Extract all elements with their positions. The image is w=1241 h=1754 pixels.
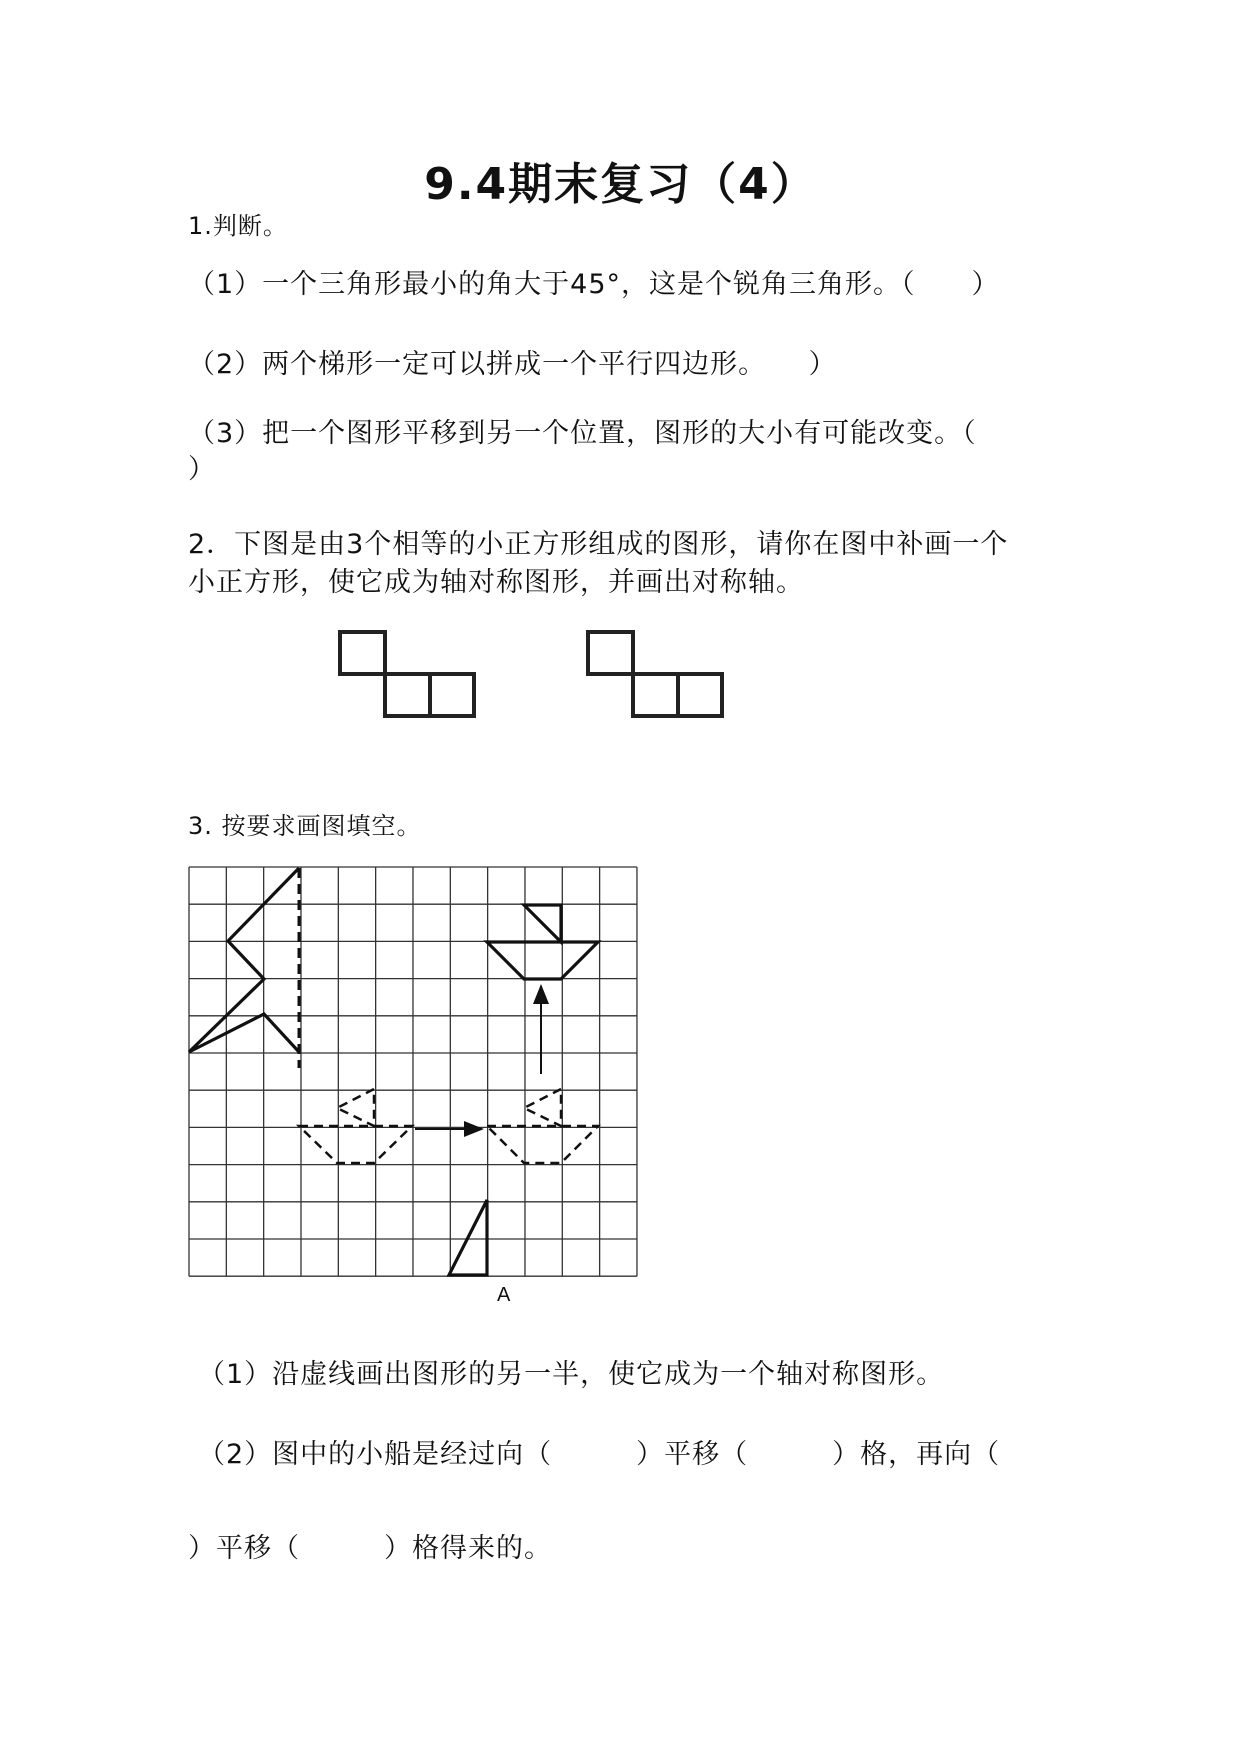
q1-item-2: （2）两个梯形一定可以拼成一个平行四边形。 ）: [188, 349, 837, 380]
boat-final: [487, 905, 598, 979]
boat-middle: [487, 1089, 598, 1163]
q3-grid: [189, 867, 637, 1276]
q1-item-3-cont: ）: [188, 454, 216, 485]
q2-figure-right: [588, 632, 722, 716]
q2-line-1: 2．下图是由3个相等的小正方形组成的图形，请你在图中补画一个: [188, 529, 1009, 560]
q3-sub-2-line-1: （2）图中的小船是经过向（ ）平移（ ）格，再向（: [198, 1439, 1001, 1470]
triangle-a-label: A: [497, 1284, 511, 1306]
q1-item-3: （3）把一个图形平移到另一个位置，图形的大小有可能改变。（: [188, 418, 977, 449]
q1-heading: 1.判断。: [188, 212, 288, 240]
half-figure: [189, 868, 299, 1052]
q2-line-2: 小正方形，使它成为轴对称图形，并画出对称轴。: [188, 567, 804, 598]
q3-sub-2-line-2: ）平移（ ）格得来的。: [188, 1533, 552, 1564]
page-title: 9.4期末复习（4）: [424, 159, 817, 210]
triangle-a: [449, 1200, 487, 1275]
boat-start: [299, 1089, 412, 1163]
q2-figure-left: [340, 632, 474, 716]
q3-sub-1: （1）沿虚线画出图形的另一半，使它成为一个轴对称图形。: [198, 1359, 945, 1390]
q1-item-1: （1）一个三角形最小的角大于45°，这是个锐角三角形。（ ）: [188, 269, 1000, 300]
q3-heading: 3. 按要求画图填空。: [188, 812, 422, 840]
